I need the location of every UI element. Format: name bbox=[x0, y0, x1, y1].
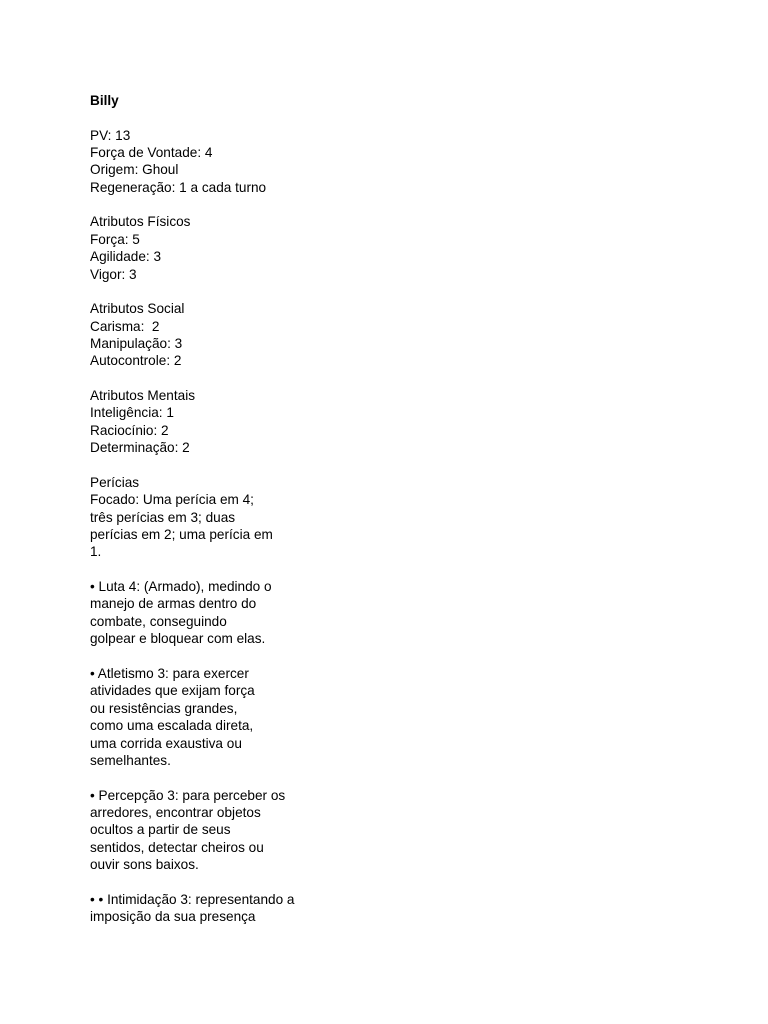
skill-atletismo bbox=[90, 665, 330, 769]
text-line: • Atletismo 3: para exercer bbox=[90, 665, 249, 681]
social-attributes-block bbox=[90, 300, 330, 370]
document-page bbox=[90, 92, 330, 926]
stat-origem: Origem: Ghoul bbox=[90, 162, 179, 178]
section-heading: Atributos Físicos bbox=[90, 214, 191, 230]
text-line: como uma escalada direta, bbox=[90, 718, 254, 734]
spacer bbox=[90, 769, 330, 786]
section-heading: Perícias bbox=[90, 474, 140, 490]
text-line: combate, conseguindo bbox=[90, 613, 227, 629]
attribute-line: Determinação: 2 bbox=[90, 440, 190, 456]
text-line: ouvir sons baixos. bbox=[90, 857, 199, 873]
text-line: golpear e bloquear com elas. bbox=[90, 631, 266, 647]
text-line: arredores, encontrar objetos bbox=[90, 804, 261, 820]
text-line: uma corrida exaustiva ou bbox=[90, 735, 242, 751]
attribute-line: Inteligência: 1 bbox=[90, 405, 174, 421]
attribute-line: Raciocínio: 2 bbox=[90, 422, 169, 438]
skill-percepcao bbox=[90, 787, 330, 874]
spacer bbox=[90, 457, 330, 474]
stat-pv: PV: 13 bbox=[90, 127, 131, 143]
text-line: 1. bbox=[90, 544, 102, 560]
text-line: semelhantes. bbox=[90, 752, 171, 768]
text-line: manejo de armas dentro do bbox=[90, 596, 257, 612]
section-heading: Atributos Social bbox=[90, 301, 185, 317]
character-name: Billy bbox=[90, 93, 119, 108]
stat-forca-de-vontade: Força de Vontade: 4 bbox=[90, 145, 213, 160]
attribute-line: Autocontrole: 2 bbox=[90, 353, 182, 369]
text-line: três perícias em 3; duas bbox=[90, 509, 236, 525]
section-heading: Atributos Mentais bbox=[90, 388, 196, 404]
spacer bbox=[90, 561, 330, 578]
skills-block bbox=[90, 474, 330, 561]
text-line: imposição da sua presença bbox=[90, 909, 256, 925]
physical-attributes-block bbox=[90, 213, 330, 283]
skill-luta bbox=[90, 578, 330, 648]
attribute-line: Manipulação: 3 bbox=[90, 336, 183, 352]
text-line: • • Intimidação 3: representando a bbox=[90, 891, 295, 907]
text-line: atividades que exijam força bbox=[90, 683, 255, 699]
skill-intimidacao bbox=[90, 891, 330, 926]
text-line: perícias em 2; uma perícia em bbox=[90, 527, 273, 543]
text-line: ocultos a partir de seus bbox=[90, 822, 231, 838]
stat-regeneracao: Regeneração: 1 a cada turno bbox=[90, 179, 267, 195]
spacer bbox=[90, 874, 330, 891]
spacer bbox=[90, 283, 330, 300]
attribute-line: Força: 5 bbox=[90, 231, 140, 247]
spacer bbox=[90, 196, 330, 213]
text-line: • Percepção 3: para perceber os bbox=[90, 787, 286, 803]
attribute-line: Carisma: 2 bbox=[90, 318, 160, 334]
spacer bbox=[90, 109, 330, 126]
spacer bbox=[90, 648, 330, 665]
mental-attributes-block bbox=[90, 387, 330, 457]
stats-block bbox=[90, 127, 330, 197]
attribute-line: Vigor: 3 bbox=[90, 266, 137, 282]
text-line: ou resistências grandes, bbox=[90, 700, 238, 716]
spacer bbox=[90, 370, 330, 387]
attribute-line: Agilidade: 3 bbox=[90, 249, 162, 265]
text-line: sentidos, detectar cheiros ou bbox=[90, 839, 264, 855]
text-line: Focado: Uma perícia em 4; bbox=[90, 492, 254, 508]
text-line: • Luta 4: (Armado), medindo o bbox=[90, 579, 272, 595]
